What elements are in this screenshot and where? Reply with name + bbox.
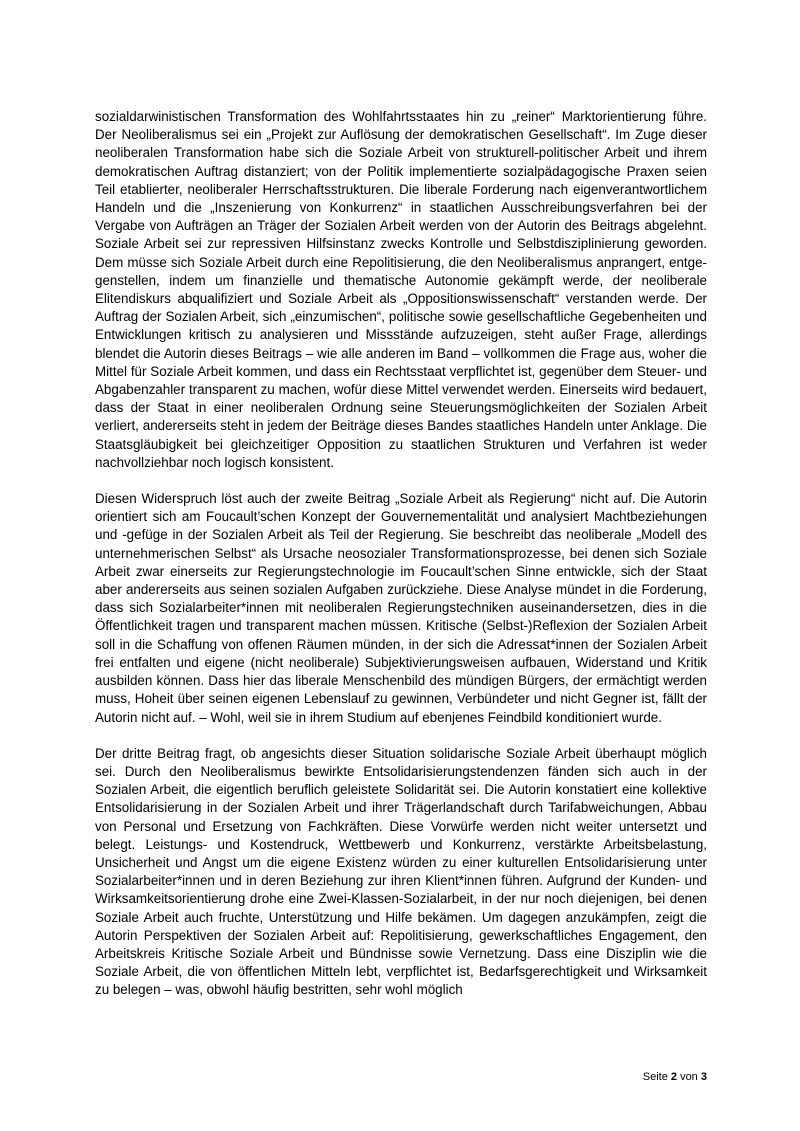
page-number-current: 2 (670, 1071, 677, 1083)
page-number-total: 3 (700, 1071, 707, 1083)
paragraph-2: Diesen Widerspruch löst auch der zweite Beitrag „Soziale Arbeit als Regierung“ nicht auf. Die Autorin orientiert sich am Foucault’schen Konzept der Gouvernementalität und analysiert Machtbeziehungen und -gefüge in der Sozialen Arbeit als Teil der Regierung. Sie beschreibt das neoliberale „Modell des unternehmerischen Selbst“ als Ursache neosozialer Transformationsprozesse, bei denen sich Soziale Arbeit zwar einerseits zur Regierungstechnologie im Foucault’schen Sinne entwickle, sich der Staat aber andererseits aus seinen sozialen Aufgaben zurückziehe. Diese Analyse mündet in die Forderung, dass sich Sozialarbeiter*innen mit neoliberalen Regierungstechniken auseinandersetzen, dies in die Öffentlichkeit tragen und transparent machen müssen. Kritische (Selbst-)Reflexion der Sozialen Arbeit soll in die Schaffung von offenen Räumen münden, in der sich die Adressat*innen der Sozialen Arbeit frei entfalten und eigene (nicht neoliberale) Subjektivierungsweisen aufbauen, Widerstand und Kritik ausbilden können. Dass hier das liberale Menschenbild des mündigen Bürgers, der ermächtigt werden muss, Hoheit über seinen eigenen Lebenslauf zu gewinnen, Verbündeter und nicht Gegner ist, fällt der Autorin nicht auf. – Wohl, weil sie in ihrem Studium auf ebenjenes Feindbild konditioniert wurde. (95, 491, 707, 725)
body-text (95, 108, 707, 1018)
paragraph-3: Der dritte Beitrag fragt, ob angesichts dieser Situation solidarische Soziale Arbeit überhaupt möglich sei. Durch den Neoliberalismus bewirkte Entsolidarisierungstendenzen fänden sich auch in der Sozialen Arbeit, die eigentlich beruflich geleistete Solidarität sei. Die Autorin konstatiert eine kollektive Entsolidarisierung in der Sozialen Arbeit und ihrer Trägerlandschaft durch Tarifabweichungen, Abbau von Personal und Ersetzung von Fachkräften. Diese Vorwürfe werden nicht weiter untersetzt und belegt. Leistungs- und Kostendruck, Wettbewerb und Konkurrenz, verstärkte Arbeitsbelastung, Unsicherheit und Angst um die eigene Existenz würden zu einer kulturellen Entsolidarisierung unter Sozialarbeiter*innen und in deren Beziehung zur ihren Klient*innen führen. Aufgrund der Kunden- und Wirksamkeitsorientierung drohe eine Zwei-Klassen-Sozialarbeit, in der nur noch diejenigen, bei denen Soziale Arbeit auch fruchte, Unterstützung und Hilfe bekämen. Um dagegen anzukämpfen, zeigt die Autorin Perspektiven der Sozialen Arbeit auf: Repolitisierung, gewerkschaftliches Engagement, den Arbeitskreis Kritische Soziale Arbeit und Bündnisse sowie Vernetzung. Dass eine Disziplin wie die Soziale Arbeit, die von öffentlichen Mitteln lebt, verpflichtet ist, Bedarfsgerechtigkeit und Wirksamkeit zu belegen – was, obwohl häufig bestritten, sehr wohl möglich (95, 745, 707, 998)
paragraph-1: sozialdarwinistischen Transformation des Wohlfahrtsstaates hin zu „reiner“ Marktorientierung führe. Der Neoliberalismus sei ein „Projekt zur Auflösung der demokratischen Gesellschaft“. Im Zuge dieser neoliberalen Transformation habe sich die Soziale Arbeit von strukturell-politischer Arbeit und ihrem demokratischen Auftrag distanziert; von der Politik implementierte sozialpädagogische Praxen seien Teil etablierter, neoliberaler Herrschaftsstrukturen. Die liberale Forderung nach eigenverantwortlichem Handeln und die „Inszenierung von Konkurrenz“ in staatlichen Ausschreibungsverfahren bei der Vergabe von Aufträgen an Träger der Sozialen Arbeit werden von der Autorin des Beitrags abgelehnt. Soziale Arbeit sei zur repressiven Hilfsinstanz zwecks Kontrolle und Selbstdisziplinierung geworden. Dem müsse sich Soziale Arbeit durch eine Repolitisierung, die den Neoliberalismus anprangert, entgegenstellen, indem um finanzielle und thematische Autonomie gekämpft werde, der neoliberale Elitendiskurs abqualifiziert und Soziale Arbeit als „Oppositionswissenschaft“ verstanden werde. Der Auftrag der Sozialen Arbeit, sich „einzumischen“, politische sowie gesellschaftliche Gegebenheiten und Entwicklungen kritisch zu analysieren und Missstände aufzuzeigen, steht außer Frage, allerdings blendet die Autorin dieses Beitrags – wie alle anderen im Band – vollkommen die Frage aus, woher die Mittel für Soziale Arbeit kommen, und dass ein Rechtsstaat verpflichtet ist, gegenüber dem Steuer- und Abgabenzahler transparent zu machen, wofür diese Mittel verwendet werden. Einerseits wird bedauert, dass der Staat in einer neoliberalen Ordnung seine Steuerungsmöglichkeiten der Sozialen Arbeit verliert, andererseits steht in jedem der Beiträge dieses Bandes staatliches Handeln unter Anklage. Die Staatsgläubigkeit bei gleichzeitiger Opposition zu staatlichen Strukturen und Verfahren ist weder nachvollziehbar noch logisch konsistent. (95, 109, 707, 470)
page-number (560, 1071, 707, 1083)
page-number-prefix: Seite (642, 1071, 668, 1083)
page-number-separator: von (680, 1071, 698, 1083)
